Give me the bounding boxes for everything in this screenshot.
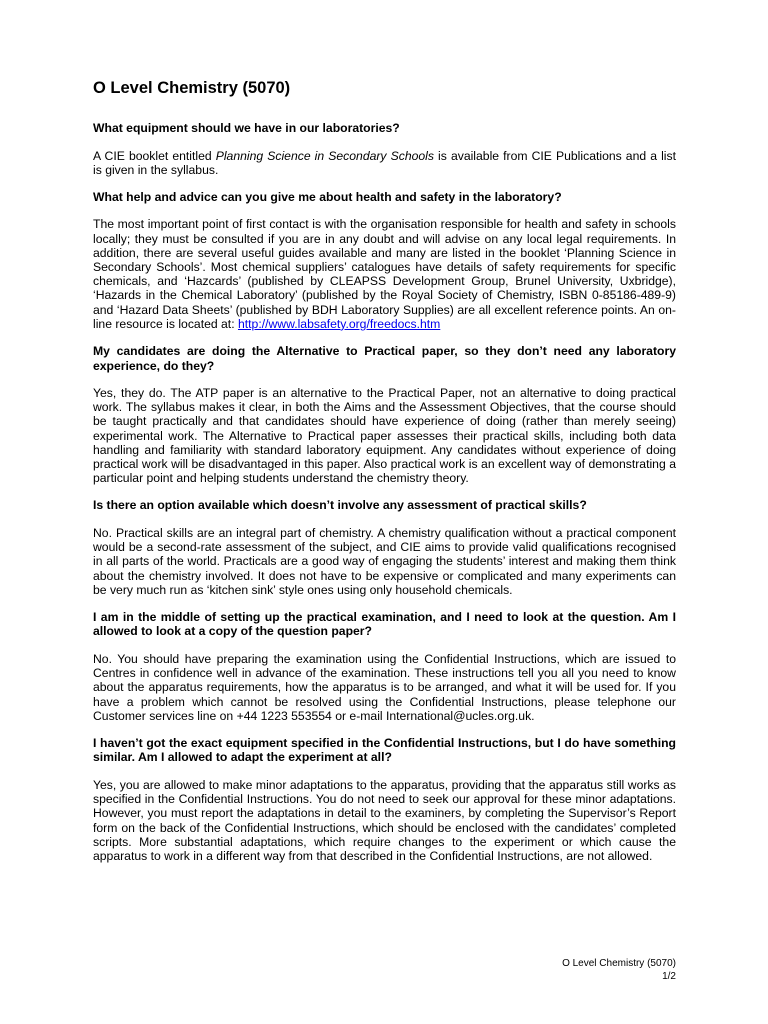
- faq-question: I haven’t got the exact equipment specified in the Confidential Instructions, but I do have something similar. Am I allowed to adapt the experiment at all?: [93, 735, 676, 765]
- document-page: [93, 76, 676, 876]
- page-number: 1/2: [662, 970, 676, 982]
- answer-text: The most important point of first contact is with the organisation responsible for health and safety in schools locally; they must be consulted if you are in any doubt and will advise on any local legal requirements. In addition, there are several useful guides available and many are listed in the booklet ‘Planning Science in Secondary Schools’. Most chemical suppliers’ catalogues have details of safety requirements for specific chemicals, and ‘Hazcards’ (published by CLEAPSS Development Group, Brunel University, Uxbridge), ‘Hazards in the Chemical Laboratory’ (published by the Royal Society of Chemistry, ISBN 0-85186-489-9) and ‘Hazard Data Sheets’ (published by BDH Laboratory Supplies) are all excellent reference points. An on-line resource is located at:: [93, 217, 676, 331]
- answer-text: A CIE booklet entitled: [93, 148, 216, 163]
- document-title: O Level Chemistry (5070): [93, 79, 291, 97]
- answer-text: Yes, they do. The ATP paper is an alternative to the Practical Paper, not an alternative to doing practical work. The syllabus makes it clear, in both the Aims and the Assessment Objectives, that the course should be taught practically and that candidates should have experience of doing (rather than merely seeing) experimental work. The Alternative to Practical paper assesses their practical skills, including both data handling and familiarity with standard laboratory equipment. Any candidates without experience of doing practical work will be disadvantaged in this paper. Also practical work is an excellent way of demonstrating a particular point and helping students understand the chemistry theory.: [93, 386, 676, 486]
- faq-question: My candidates are doing the Alternative to Practical paper, so they don’t need any laboratory experience, do they?: [93, 344, 676, 373]
- faq-question: What equipment should we have in our laboratories?: [93, 121, 400, 135]
- page-footer: [562, 958, 676, 983]
- answer-text: is available from CIE Publications and a list is given in the syllabus.: [93, 148, 676, 177]
- answer-text: No. You should have preparing the examination using the Confidential Instructions, which are issued to Centres in confidence well in advance of the examination. These instructions tell you all you need to know about the apparatus requirements, how the apparatus is to be arranged, and what it will be used for. If you have a problem which cannot be resolved using the Confidential Instructions, please telephone our Customer services line on +44 1223 553554 or e-mail International@ucles.org.uk.: [93, 651, 676, 723]
- faq-item: [93, 610, 676, 723]
- answer-text: No. Practical skills are an integral part of chemistry. A chemistry qualification without a practical component would be a second-rate assessment of the subject, and CIE aims to provide valid qualifications recognised in all parts of the world. Practicals are a good way of engaging the students’ interest and making them think about the chemistry involved. It does not have to be expensive or complicated and many experiments can be very much run as ‘kitchen sink’ style ones using only household chemicals.: [93, 525, 676, 597]
- footer-title: O Level Chemistry (5070): [562, 958, 676, 969]
- faq-answer: [93, 652, 676, 723]
- faq-question: What help and advice can you give me about health and safety in the laboratory?: [93, 189, 562, 204]
- faq-answer: [93, 526, 676, 597]
- faq-list: [93, 121, 676, 863]
- faq-item: [93, 190, 676, 331]
- faq-answer: [93, 778, 676, 863]
- faq-item: [93, 344, 676, 485]
- faq-question: I am in the middle of setting up the practical examination, and I need to look at the question. Am I allowed to look at a copy of the question paper?: [93, 609, 676, 639]
- resource-link[interactable]: http://www.labsafety.org/freedocs.htm: [237, 316, 441, 331]
- faq-item: [93, 121, 676, 177]
- faq-item: [93, 498, 676, 597]
- faq-question: Is there an option available which doesn’t involve any assessment of practical skills?: [93, 498, 587, 513]
- booklet-title: Planning Science in Secondary Schools: [215, 148, 434, 163]
- faq-item: [93, 736, 676, 863]
- faq-answer: [93, 149, 676, 177]
- faq-answer: [93, 386, 676, 485]
- answer-text: Yes, you are allowed to make minor adaptations to the apparatus, providing that the apparatus still works as specified in the Confidential Instructions. You do not need to seek our approval for these minor adaptations. However, you must report the adaptations in detail to the examiners, by completing the Supervisor’s Report form on the back of the Confidential Instructions, which should be enclosed with the candidates’ completed scripts. More substantial adaptations, which require changes to the experiment or which cause the apparatus to work in a different way from that described in the Confidential Instructions, are not allowed.: [93, 777, 676, 863]
- faq-answer: [93, 217, 676, 331]
